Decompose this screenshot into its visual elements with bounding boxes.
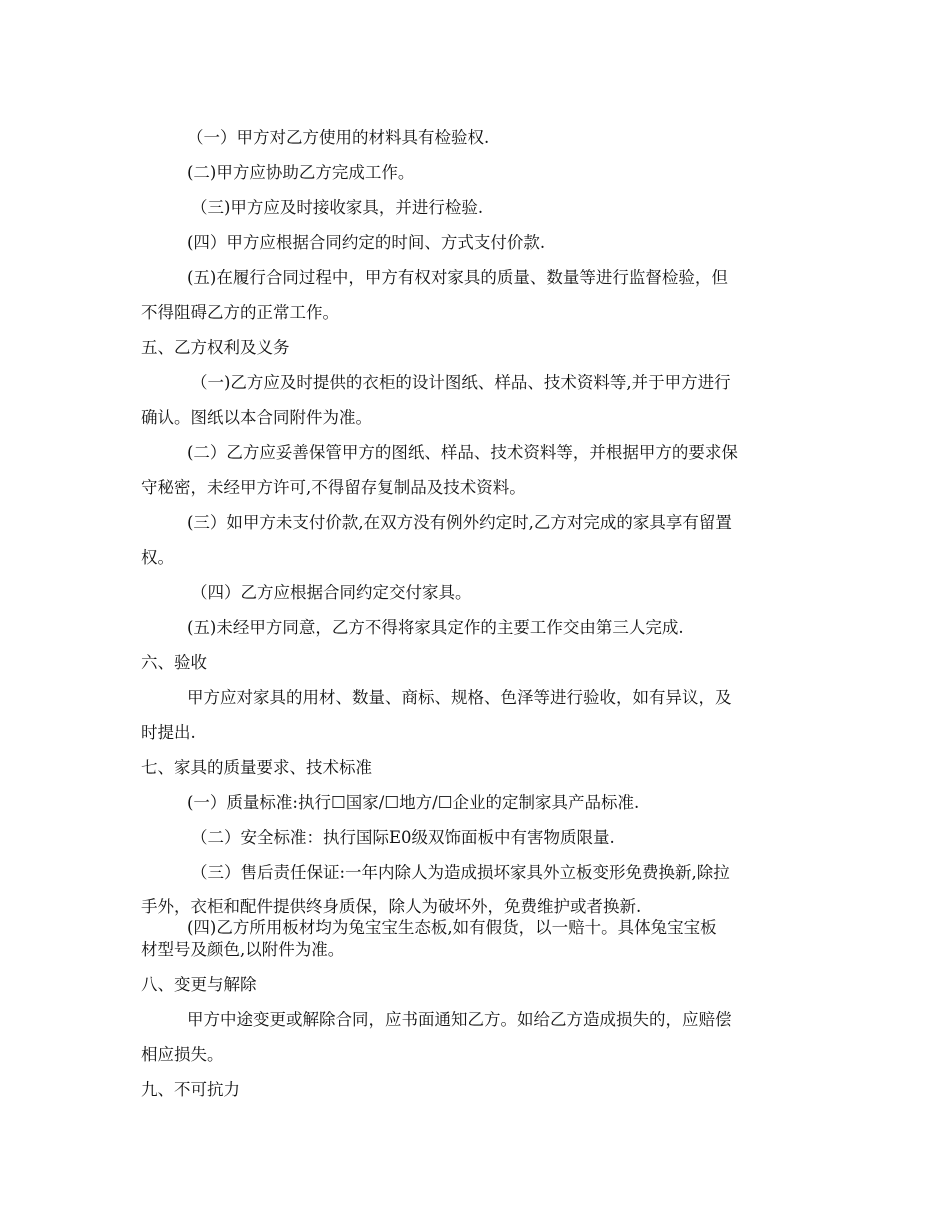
clause-4-item-5-line-1: (五)在履行合同过程中，甲方有权对家具的质量、数量等进行监督检验，但 bbox=[187, 268, 728, 287]
section-heading-9: 九、不可抗力 bbox=[141, 1080, 240, 1099]
clause-5-item-2-line-2: 守秘密，未经甲方许可,不得留存复制品及技术资料。 bbox=[141, 478, 526, 497]
section-heading-5: 五、乙方权利及义务 bbox=[141, 338, 290, 357]
clause-5-item-3-line-2: 权。 bbox=[141, 548, 174, 567]
section-heading-6: 六、验收 bbox=[141, 653, 207, 672]
clause-7-item-4-line-2: 材型号及颜色,以附件为准。 bbox=[141, 940, 345, 959]
clause-4-item-1: （一）甲方对乙方使用的材料具有检验权. bbox=[187, 128, 490, 147]
clause-4-item-4: (四）甲方应根据合同约定的时间、方式支付价款. bbox=[187, 233, 546, 252]
clause-4-item-2: (二)甲方应协助乙方完成工作。 bbox=[187, 163, 415, 182]
clause-7-item-2: （二）安全标准：执行国际E0级双饰面板中有害物质限量. bbox=[191, 828, 615, 847]
clause-8-line-2: 相应损失。 bbox=[141, 1045, 224, 1064]
clause-6-line-1: 甲方应对家具的用材、数量、商标、规格、色泽等进行验收，如有异议，及 bbox=[187, 688, 732, 707]
clause-4-item-3: （三)甲方应及时接收家具，并进行检验. bbox=[191, 198, 484, 217]
section-heading-8: 八、变更与解除 bbox=[141, 975, 257, 994]
clause-5-item-3-line-1: (三）如甲方未支付价款,在双方没有例外约定时,乙方对完成的家具享有留置 bbox=[187, 513, 732, 532]
clause-6-line-2: 时提出. bbox=[141, 723, 196, 742]
clause-7-item-3-line-2: 手外，衣柜和配件提供终身质保，除人为破坏外，免费维护或者换新. bbox=[141, 897, 642, 916]
section-heading-7: 七、家具的质量要求、技术标准 bbox=[141, 758, 372, 777]
clause-5-item-1-line-2: 确认。图纸以本合同附件为准。 bbox=[141, 408, 372, 427]
clause-5-item-5: (五)未经甲方同意，乙方不得将家具定作的主要工作交由第三人完成. bbox=[187, 618, 684, 637]
clause-7-item-1: (一）质量标准:执行☐国家/☐地方/☐企业的定制家具产品标准. bbox=[187, 793, 640, 812]
clause-5-item-4: （四）乙方应根据合同约定交付家具。 bbox=[191, 583, 472, 602]
clause-5-item-2-line-1: (二）乙方应妥善保管甲方的图纸、样品、技术资料等，并根据甲方的要求保 bbox=[187, 443, 738, 462]
clause-8-line-1: 甲方中途变更或解除合同，应书面通知乙方。如给乙方造成损失的，应赔偿 bbox=[187, 1010, 732, 1029]
clause-5-item-1-line-1: （一)乙方应及时提供的衣柜的设计图纸、样品、技术资料等,并于甲方进行 bbox=[191, 373, 731, 392]
clause-7-item-3-line-1: （三）售后责任保证:一年内除人为造成损坏家具外立板变形免费换新,除拉 bbox=[191, 863, 730, 882]
clause-7-item-4-line-1: (四)乙方所用板材均为兔宝宝生态板,如有假货，以一赔十。具体兔宝宝板 bbox=[187, 918, 717, 937]
clause-4-item-5-line-2: 不得阻碍乙方的正常工作。 bbox=[141, 303, 339, 322]
